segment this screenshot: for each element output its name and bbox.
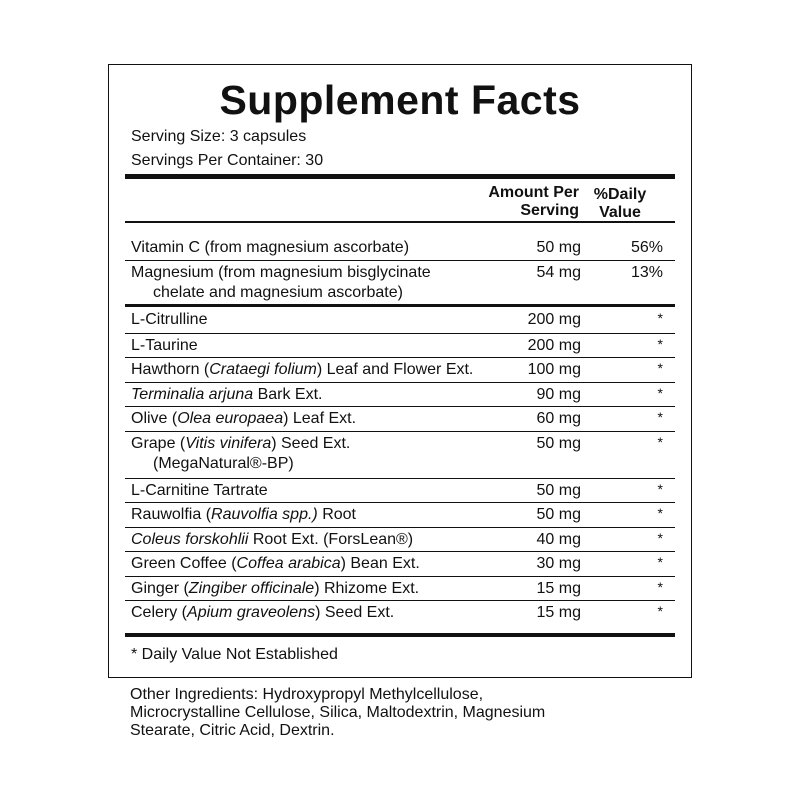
daily-value: * [657,409,663,425]
daily-value: * [657,505,663,521]
amount-per-serving: 50 mg [536,482,581,499]
daily-value: * [657,530,663,546]
name-italic-text: Olea europaea [177,410,284,427]
ingredient-name [131,263,501,303]
name-italic-text: Terminalia arjuna [131,386,254,403]
name-text-suffix: ) Rhizome Ext. [314,580,420,597]
ingredient-name [131,603,501,623]
daily-value: * [657,554,663,570]
ingredient-name [131,434,501,474]
dv-header-line2: Value [599,204,641,221]
other-ingredients [130,686,670,740]
ingredient-name [131,385,501,405]
servings-per-container: Servings Per Container: 30 [131,152,324,169]
name-text: Celery ( [131,604,188,621]
header-rule [125,221,675,223]
name-italic-text: Rauvolfia spp.) [211,506,318,523]
name-text: Ginger ( [131,580,189,597]
amount-per-serving: 100 mg [527,361,581,378]
panel-title: Supplement Facts [219,77,581,123]
table-row [125,551,675,577]
table-row [125,502,675,528]
table-row [125,260,675,307]
name-second-line: chelate and magnesium ascorbate) [153,284,403,301]
amount-per-serving: 50 mg [536,435,581,452]
daily-value: 56% [630,239,663,256]
dv-header-line1: %Daily [593,186,647,203]
amount-per-serving: 40 mg [536,531,581,548]
daily-value: * [657,385,663,401]
daily-value: * [657,579,663,595]
name-text-suffix: ) Leaf and Flower Ext. [316,361,474,378]
daily-value: * [657,434,663,450]
name-text: Rauwolfia ( [131,506,212,523]
name-italic-text: Vitis vinifera [185,435,272,452]
ingredient-name [131,238,501,258]
table-row [125,576,675,601]
bottom-thick-rule [125,633,675,637]
name-second-line: (MegaNatural®-BP) [153,455,294,472]
daily-value: * [657,310,663,326]
ingredient-name [131,409,501,429]
amount-per-serving: 90 mg [536,386,581,403]
amount-per-serving: 50 mg [536,239,581,256]
name-italic-text: Zingiber officinale [188,580,315,597]
table-row [125,406,675,432]
name-text: Hawthorn ( [131,361,210,378]
amount-header-line1: Amount Per [488,184,579,201]
name-text: Green Coffee ( [131,555,237,572]
top-thick-rule [125,174,675,179]
ingredient-name [131,310,501,330]
name-text: L-Carnitine Tartrate [131,482,268,499]
amount-per-serving-header [419,184,579,220]
ingredient-name [131,336,501,356]
name-text: L-Citrulline [131,311,208,328]
table-row [125,527,675,552]
name-text-suffix: ) Seed Ext. [315,604,395,621]
amount-per-serving: 200 mg [527,337,581,354]
table-row [125,333,675,358]
name-text-suffix: ) Bean Ext. [340,555,420,572]
name-text: Olive ( [131,410,178,427]
table-row [125,236,675,260]
other-ingredients-line2: Microcrystalline Cellulose, Silica, Maltodextrin, Magnesium [130,704,546,721]
daily-value: * [657,481,663,497]
table-row [125,431,675,479]
name-italic-text: Coffea arabica [236,555,341,572]
ingredient-name [131,505,501,525]
amount-header-line2: Serving [520,202,579,219]
amount-per-serving: 30 mg [536,555,581,572]
name-italic-text: Coleus forskohlii [131,531,249,548]
ingredient-name [131,579,501,599]
name-text-suffix: ) Leaf Ext. [283,410,357,427]
amount-per-serving: 50 mg [536,506,581,523]
amount-per-serving: 15 mg [536,580,581,597]
daily-value: * [657,360,663,376]
table-row [125,357,675,383]
other-ingredients-line3: Stearate, Citric Acid, Dextrin. [130,722,335,739]
amount-per-serving: 60 mg [536,410,581,427]
name-text-suffix: Root Ext. (ForsLean®) [248,531,414,548]
other-ingredients-line1: Other Ingredients: Hydroxypropyl Methylcellulose, [130,686,484,703]
name-text: Magnesium (from magnesium bisglycinate [131,264,431,281]
name-text: Vitamin C (from magnesium ascorbate) [131,239,410,256]
table-row [125,478,675,503]
name-text-suffix: Bark Ext. [253,386,323,403]
table-row [125,308,675,333]
footnote: * Daily Value Not Established [131,646,338,663]
amount-per-serving: 54 mg [536,264,581,281]
supplement-facts-panel [108,64,692,678]
table-row [125,382,675,407]
name-text: Grape ( [131,435,186,452]
daily-value-header [575,186,665,222]
name-text-suffix: ) Seed Ext. [271,435,351,452]
serving-size: Serving Size: 3 capsules [131,128,307,145]
table-row [125,600,675,625]
daily-value: * [657,603,663,619]
daily-value: 13% [630,264,663,281]
ingredient-name [131,481,501,501]
daily-value: * [657,336,663,352]
ingredient-name [131,530,501,550]
name-italic-text: Apium graveolens [187,604,316,621]
middle-thick-rule [125,304,675,307]
ingredient-name [131,360,501,380]
amount-per-serving: 15 mg [536,604,581,621]
name-text-suffix: Root [317,506,356,523]
name-text: L-Taurine [131,337,198,354]
amount-per-serving: 200 mg [527,311,581,328]
name-italic-text: Crataegi folium [209,361,317,378]
ingredient-name [131,554,501,574]
